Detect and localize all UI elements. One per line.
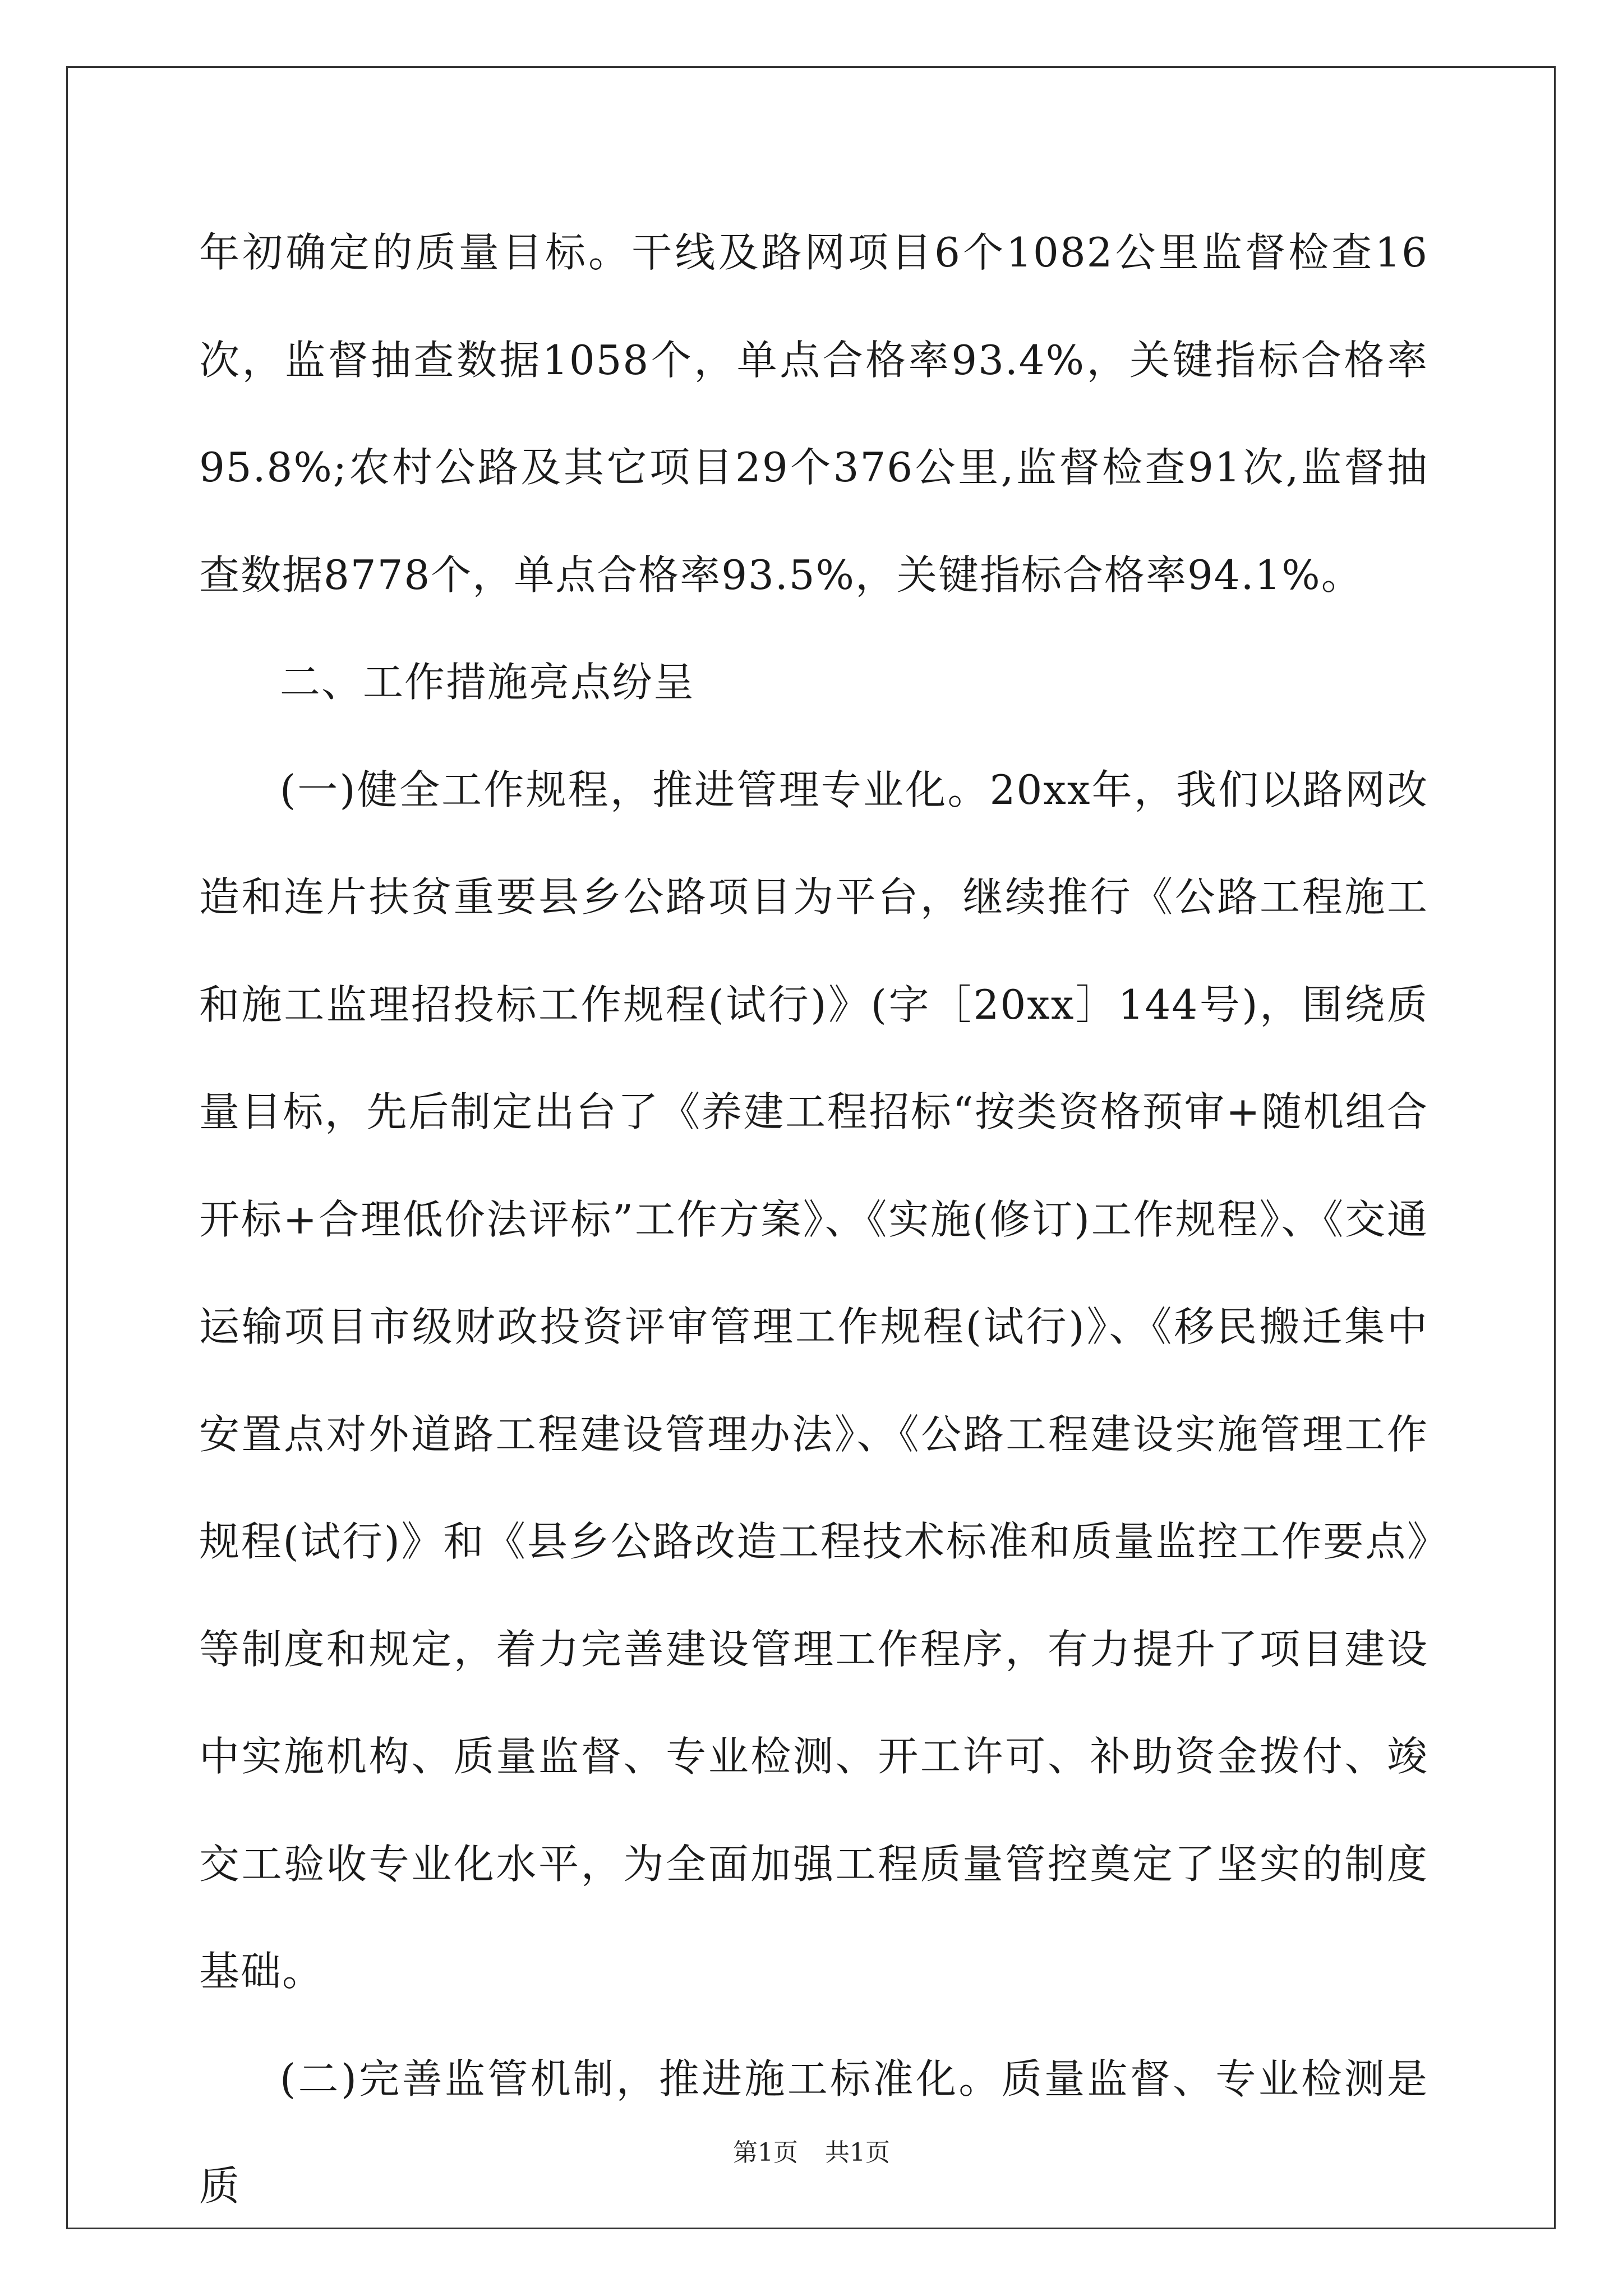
section-heading-work-measures: 二、工作措施亮点纷呈: [280, 659, 695, 706]
document-body: [199, 199, 1428, 2240]
paragraph-work-procedures: (一)健全工作规程，推进管理专业化。20xx年，我们以路网改造和连片扶贫重要县乡公路项目为平台，继续推行《公路工程施工和施工监理招投标工作规程(试行)》(字［20xx］144号)，围绕质量目标，先后制定出台了《养建工程招标“按类资格预审+随机组合开标+合理低价法评标”工作方案》、《实施(修订)工作规程》、《交通运输项目市级财政投资评审管理工作规程(试行)》、《移民搬迁集中安置点对外道路工程建设管理办法》、《公路工程建设实施管理工作规程(试行)》和《县乡公路改造工程技术标准和质量监控工作要点》等制度和规定，着力完善建设管理工作程序，有力提升了项目建设中实施机构、质量监督、专业检测、开工许可、补助资金拨付、竣交工验收专业化水平，为全面加强工程质量管控奠定了坚实的制度基础。: [199, 766, 1428, 1995]
page-number-total: 共1页: [825, 2138, 890, 2167]
page-number-current: 第1页: [733, 2138, 798, 2167]
page-footer: [0, 2136, 1623, 2170]
paragraph-supervision-mechanism: (二)完善监管机制，推进施工标准化。质量监督、专业检测是质: [199, 2055, 1428, 2210]
paragraph-continuation: 年初确定的质量目标。干线及路网项目6个1082公里监督检查16次，监督抽查数据1058个，单点合格率93.4%，关键指标合格率95.8%;农村公路及其它项目29个376公里,监督检查91次,监督抽查数据8778个，单点合格率93.5%，关键指标合格率94.1%。: [199, 229, 1428, 599]
